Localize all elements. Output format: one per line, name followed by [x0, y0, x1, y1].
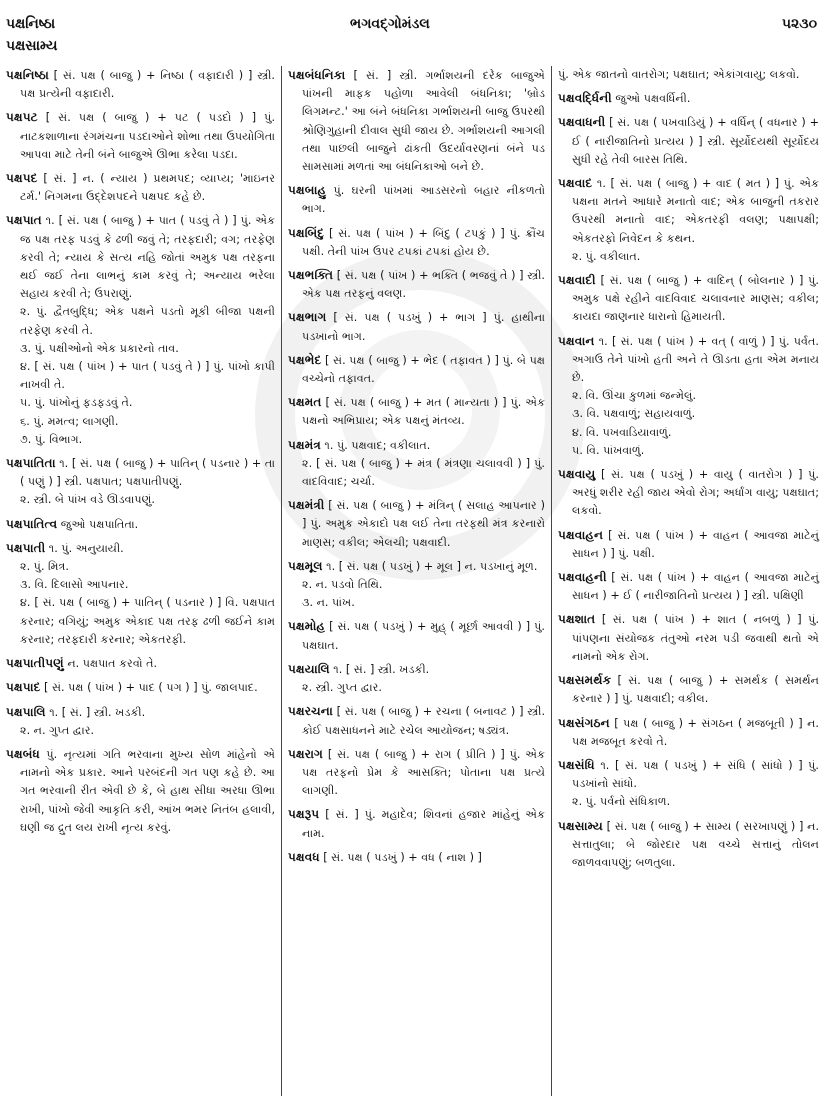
headword: પક્ષમોહ — [288, 619, 326, 634]
dictionary-entry — [558, 89, 819, 108]
dictionary-entry — [558, 714, 819, 751]
headword: પક્ષરચના — [288, 704, 333, 719]
headword: પક્ષવાદ — [558, 176, 593, 191]
definition-text: [ સં. પક્ષ ( પડખું ) + વધ ( નાશ ) ] — [323, 850, 482, 864]
definition-text: [ સં. પક્ષ ( બાજુ ) + મત ( માન્યતા ) ] પું. એક પક્ષનો અભિપ્રાય; એક પક્ષનું મંતવ્ય. — [302, 396, 545, 428]
dictionary-entry — [288, 557, 545, 613]
definition-text: [ સં. પક્ષ ( પાંખ ) + બિંદુ ( ટપકું ) ] પું. ક્રૌંચ પક્ષી. તેની પાંખ ઉપર ટપકાં ટપકાં હોય છે. — [302, 226, 546, 258]
definition-text: જુઓ પક્ષપાતિતા. — [60, 517, 139, 531]
dictionary-entry — [288, 848, 545, 867]
dictionary-entry — [6, 169, 275, 206]
headword: પક્ષવાન — [558, 333, 595, 348]
headword: પક્ષભેદ — [288, 352, 322, 367]
headword: પક્ષપાતીપણું — [6, 656, 64, 671]
definition-text: [ સં. પક્ષ ( પાંખ ) + વાહન ( આવજા માટેનું સાધન ) ] પું. પક્ષી. — [572, 528, 820, 560]
dictionary-entry — [6, 515, 275, 534]
sense-text: ૩. પું. પક્ષીઓનો એક પ્રકારનો તાવ. — [20, 341, 179, 355]
definition-text: [ સં. પક્ષ ( બાજુ ) + વાદિન્ ( બોલનાર ) ] પું. અમુક પક્ષે રહીને વાદવિવાદ ચલાવનાર માણસ; વકીલ; કાયદા જાણનાર ધારાનો હિમાયતી. — [572, 274, 819, 324]
headword: પક્ષપાતિતા — [6, 456, 56, 471]
headword: પક્ષવર્દ્ધિની — [558, 91, 612, 106]
headword: પક્ષબંધનિકા — [288, 68, 346, 82]
sense-text: ૪. [ સં. પક્ષ ( બાજુ ) + પાતિન્ ( પડનાર ) ] વિ. પક્ષપાત કરનાર; વગિયું; અમુક એકાદ પક્ષ તરફ ઢળી જઈને કામ કરનાર; તરફદારી કરનાર; એકતરફી. — [20, 596, 275, 646]
dictionary-entry — [288, 266, 545, 303]
headword: પક્ષરૂપ — [288, 807, 320, 822]
definition-text: [ સં. પક્ષ ( બાજુ ) + રાગ ( પ્રીતિ ) ] પું. એક પક્ષ તરફનો પ્રેમ કે આસક્તિ; પોતાના પક્ષ પ્રત્યે લાગણી. — [302, 747, 546, 798]
definition-text: ૧. [ સં. પક્ષ ( પાંખ ) + વત્ ( વાળું ) ] પું. પર્વત. અગાઉ તેને પાંખો હતી અને તે ઊડતા હતા એમ મનાય છે. — [572, 334, 819, 385]
headword: પક્ષભાગ — [288, 310, 327, 325]
definition-text: [ સં. પક્ષ ( બાજુ ) + પટ ( પડદો ) ] પું. નાટકશાળાના રંગમંચના પડદાઓને શોભા તથા ઉપયોગિતા આપવા માટે તેની બંને બાજુએ ઊભા કરેલા પડદા. — [20, 111, 275, 161]
headword: પક્ષમૂલ — [288, 558, 323, 573]
definition-text: ન. પક્ષપાત કરવો તે. — [67, 657, 158, 671]
dictionary-entry — [288, 66, 545, 176]
headword: પક્ષવધ — [288, 849, 320, 864]
headword: પક્ષસંગઠન — [558, 715, 610, 730]
definition-text: ૧. પું. પક્ષવાદ; વકીલાત. — [324, 438, 431, 452]
dictionary-entry — [6, 211, 275, 449]
dictionary-entry — [558, 526, 819, 563]
dictionary-entry — [288, 745, 545, 801]
dictionary-entry — [6, 539, 275, 649]
sense-text: ૨. સ્ત્રી. બે પાંખ વડે ઊડવાપણું. — [20, 493, 155, 507]
definition-text: ૧. પું. અનુયાયી. — [48, 541, 124, 555]
dictionary-entry — [558, 756, 819, 812]
headword: પક્ષનિષ્ઠા — [6, 68, 49, 82]
sense-text: ૨. પું. મિત્ર. — [20, 560, 69, 574]
sense-text: ૨. ન. ગુપ્ત દ્વાર. — [20, 723, 95, 737]
sense-text: ૪. વિ. પખવાડિયાવાળું. — [572, 425, 672, 439]
sense-text: ૨. પું. પર્વનો સંધિકાળ. — [572, 795, 671, 809]
definition-text: પું. એક જાતનો વાતરોગ; પક્ષઘાત; એકાંગવાયુ; લકવો. — [558, 68, 800, 81]
dictionary-entry — [6, 654, 275, 673]
definition-text: [ સં. પક્ષ ( પાંખ ) + પાદ ( પગ ) ] પું. જાલપાદ. — [44, 681, 258, 695]
definition-text: પું. નૃત્યમાં ગતિ ભરવાના મુખ્ય સોળ માંહેનો એ નામનો એક પ્રકાર. આને પરબંદની ગત પણ કહે છે. આ ગત ભરવાની રીત એવી છે કે, બે હાથ સીધા અરધા ઊભા રાખી, પાંખો જેવી આકૃતિ કરી, આંખ ભમર નિતંબ હલાવી, ઘણી જ દ્રુત લય રાખી નૃત્ય કરવું. — [20, 747, 276, 834]
headword: પક્ષવાહની — [558, 570, 607, 585]
headword: પક્ષસામ્ય — [558, 818, 603, 833]
sense-text: ૫. વિ. પાંખવાળું. — [572, 443, 645, 457]
dictionary-entry — [288, 308, 545, 345]
headword: પક્ષરાગ — [288, 746, 323, 761]
headword: પક્ષપદ — [6, 171, 38, 186]
headword: પક્ષવાહન — [558, 527, 604, 542]
sense-text: ૫. પું. પાંખોનું ફડફડવું તે. — [20, 396, 133, 410]
sense-text: ૨. [ સં. પક્ષ ( બાજુ ) + મંત્ર ( મંત્રણા ચલાવવી ) ] પું. વાદવિવાદ; ચર્ચા. — [302, 456, 545, 489]
dictionary-entry — [558, 817, 819, 873]
sense-text: ૨. વિ. ઊંચા કુળમાં જન્મેલું. — [572, 389, 697, 403]
headword: પક્ષમંત્રી — [288, 498, 325, 513]
dictionary-entry — [558, 671, 819, 708]
dictionary-entry — [6, 454, 275, 510]
dictionary-columns — [0, 66, 825, 1096]
definition-text: [ સં. ] સ્ત્રી. ગર્ભાશયની દરેક બાજુએ પાંખની માફક પહોળા આવેલી બંધનિકા; 'બ્રોડ લિગમન્ટ.' આ બંને બંધનિકા ગર્ભાશયની બાજુ ઉપરથી શ્રોણિગુહાની દીવાલ સુધી જાય છે. ગર્ભાશયની આગલી તથા પાછલી બાજુને ઢાંકતી ઉદર્યાવરણનાં બંને પડ સામસામાં મળતાં આ બંધનિકાઓ બને છે. — [302, 69, 545, 174]
definition-text: [ સં. ] પું. મહાદેવ; શિવનાં હજાર માંહેનું એક નામ. — [302, 808, 545, 840]
headword: પક્ષવાયુ — [558, 467, 596, 482]
dictionary-entry — [558, 610, 819, 666]
headword: પક્ષપાત — [6, 213, 42, 228]
definition-text: ૧. [ સં. પક્ષ ( પડખું ) + સંધિ ( સાંધો ) ] પું. પડખાંનો સાંધો. — [572, 758, 819, 791]
headword: પક્ષમત — [288, 395, 322, 410]
page-title: ભગવદ્ગોમંડલ — [350, 16, 430, 32]
definition-text: પું. ઘરની પાંખમાં આડસરનો બહાર નીકળતો ભાગ. — [302, 184, 546, 216]
definition-text: ૧. [ સં. પક્ષ ( બાજુ ) + વાદ ( મત ) ] પું. એક પક્ષના મતને આધારે મનાતો વાદ; એક બાજુની તકરાર ઉપરથી મનાતો વાદ; એકતરફી વલણ; પક્ષાપક્ષી; એકતરફો નિવેદન કે કથન. — [572, 177, 820, 245]
dictionary-entry — [558, 568, 819, 605]
dictionary-entry — [288, 702, 545, 739]
definition-text: [ સં. પક્ષ ( પડખું ) + મુહ્ ( મૂર્છા આવવી ) ] પું. પક્ષઘાત. — [302, 620, 545, 652]
column-1 — [0, 66, 282, 1096]
dictionary-entry — [6, 66, 275, 103]
sense-text: ૩. વિ. પક્ષવાળું; સહાયવાળું. — [572, 407, 696, 421]
page-header — [0, 0, 825, 62]
dictionary-entry — [288, 181, 545, 218]
headword: પક્ષપાતિત્વ — [6, 516, 58, 531]
definition-text: [ સં. પક્ષ ( બાજુ ) + ભેદ ( તફાવત ) ] પું. બે પક્ષ વચ્ચેનો તફાવત. — [302, 353, 546, 386]
definition-text: [ સં. પક્ષ ( પડખું ) + ભાગ ] પું. હાથીના પડખાનો ભાગ. — [302, 311, 545, 343]
headword: પક્ષયાલિ — [288, 661, 330, 676]
definition-text: [ પક્ષ ( બાજુ ) + સંગઠન ( મજબૂતી ) ] ન. પક્ષ મજબૂત કરવો તે. — [572, 716, 819, 748]
dictionary-entry — [6, 703, 275, 740]
dictionary-entry — [6, 678, 275, 697]
dictionary-entry — [558, 332, 819, 460]
definition-text: જુઓ પક્ષવર્ધિની. — [615, 92, 691, 106]
headword: પક્ષબિંદુ — [288, 225, 325, 240]
headword: પક્ષબંધ — [6, 746, 40, 761]
definition-text: ૧. [ સં. પક્ષ ( બાજુ ) + પાત ( પડવું તે ) ] પું. એક જ પક્ષ તરફ પડવું કે ઢળી જવું તે; તરફદારી; વગ; તરફેણ કરવી તે; ન્યાય કે સત્ય નહિ જોતાં અમુક પક્ષ તરફના થઈ જઈ તેના લાભનું કામ કરવું તે; અન્યાય ભરેલા સહાય કરવી તે; ઉપરાણું. — [20, 214, 275, 301]
dictionary-entry — [558, 113, 819, 169]
dictionary-entry — [558, 174, 819, 266]
headword: પક્ષપાતી — [6, 540, 46, 555]
dictionary-entry — [558, 271, 819, 327]
definition-text: ૧. [ સં. પક્ષ ( બાજુ ) + પાતિન્ ( પડનાર ) + તા ( પણું ) ] સ્ત્રી. પક્ષપાત; પક્ષપાતીપણું. — [20, 457, 275, 489]
headword: પક્ષભક્તિ — [288, 268, 334, 283]
dictionary-entry — [6, 108, 275, 164]
definition-text: [ સં. પક્ષ ( બાજુ ) + નિષ્ઠા ( વફાદારી ) ] સ્ત્રી. પક્ષ પ્રત્યેની વફાદારી. — [20, 69, 275, 101]
dictionary-entry — [288, 224, 545, 261]
guide-word-last: પક્ષસામ્ય — [6, 38, 58, 54]
dictionary-entry — [558, 465, 819, 521]
sense-text: ૨. પું. દ્વૈતબુદ્ધિ; એક પક્ષને પડતો મૂકી બીજા પક્ષની તરફેણ કરવી તે. — [20, 305, 275, 337]
sense-text: ૨. સ્ત્રી. ગુપ્ત દ્વાર. — [302, 681, 382, 695]
definition-text: ૧. [ સં. પક્ષ ( પડખું ) + મૂલ ] ન. પડખાનું મૂળ. — [326, 559, 538, 573]
dictionary-entry — [288, 393, 545, 430]
headword: પક્ષશાત — [558, 612, 596, 627]
headword: પક્ષમંત્ર — [288, 437, 321, 452]
headword: પક્ષસંધિ — [558, 757, 595, 772]
sense-text: ૪. [ સં. પક્ષ ( પાંખ ) + પાત ( પડવું તે ) ] પું. પાંખો કાપી નાખવી તે. — [20, 360, 275, 392]
dictionary-entry — [288, 660, 545, 697]
headword: પક્ષપટ — [6, 110, 38, 125]
headword: પક્ષબાહુ — [288, 183, 327, 198]
sense-text: ૨. પું. વકીલાત. — [572, 249, 641, 263]
definition-text: ૧. [ સં. ] સ્ત્રી. ખડકી. — [333, 662, 430, 676]
guide-word-first: પક્ષનિષ્ઠા — [6, 16, 56, 32]
dictionary-entry — [558, 66, 819, 84]
dictionary-entry — [6, 745, 275, 837]
sense-text: ૭. પું. વિભાગ. — [20, 432, 83, 446]
headword: પક્ષપાદ — [6, 680, 41, 695]
definition-text: [ સં. પક્ષ ( પાંખ ) + વાહન ( આવજા માટેનું સાધન ) + ઈ ( નારીજાતિનો પ્રત્યય ) ] સ્ત્રી. પક્ષિણી — [572, 571, 819, 603]
definition-text: [ સં. પક્ષ ( પાંખ ) + શાત ( નબળું ) ] પું. પાંપણના સંયોજક તંતુઓ નરમ પડી જવાથી થતો એ નામનો એક રોગ. — [572, 613, 819, 663]
sense-text: ૩. ન. પાંખ. — [302, 596, 355, 610]
dictionary-entry — [288, 805, 545, 842]
definition-text: ૧. [ સં. ] સ્ત્રી. ખડકી. — [49, 705, 146, 719]
definition-text: [ સં. પક્ષ ( બાજુ ) + સામ્ય ( સરખાપણું ) ] ન. સત્તાતુલા; બે જોરદાર પક્ષ વચ્ચે સત્તાનું તોલન જાળવવાપણું; બળતુલા. — [572, 819, 820, 869]
definition-text: [ સં. પક્ષ ( પાંખ ) + ભક્તિ ( ભજવું તે ) ] સ્ત્રી. એક પક્ષ તરફનું વલણ. — [302, 269, 545, 301]
headword: પક્ષવાધની — [558, 115, 606, 130]
sense-text: ૬. પું. મમત્વ; લાગણી. — [20, 414, 119, 428]
sense-text: ૨. ન. પડવો તિથિ. — [302, 578, 383, 592]
dictionary-entry — [288, 436, 545, 492]
headword: પક્ષસમર્થક — [558, 673, 612, 688]
column-3 — [552, 66, 825, 1096]
sense-text: ૩. વિ. દિલાસો આપનાર. — [20, 578, 129, 592]
definition-text: [ સં. પક્ષ ( બાજુ ) + મંત્રિન્ ( સલાહ આપનાર ) ] પું. અમુક એકાદો પક્ષ લઈ તેના તરફથી મંત્ર કરનારો માણસ; વકીલ; એલચી; પક્ષવાદી. — [302, 499, 545, 549]
headword: પક્ષવાદી — [558, 273, 596, 288]
dictionary-entry — [288, 351, 545, 388]
column-2 — [282, 66, 552, 1096]
dictionary-entry — [288, 496, 545, 552]
definition-text: [ સં. પક્ષ ( બાજુ ) + સમર્થક ( સમર્થન કરનાર ) ] પું. પક્ષવાદી; વકીલ. — [572, 674, 819, 706]
dictionary-entry — [288, 617, 545, 654]
page-number: ૫૨૩૦ — [781, 16, 817, 32]
headword: પક્ષપાલિ — [6, 704, 46, 719]
definition-text: [ સં. પક્ષ ( પખવાડિયું ) + વર્ધિન્ ( વધનાર ) + ઈ ( નારીજાતિનો પ્રત્યય ) ] સ્ત્રી. સૂર્યોદયથી સૂર્યોદય સુધી રહે તેવી બારસ તિથિ. — [572, 116, 819, 166]
definition-text: [ સં. ] ન. ( ન્યાય ) પ્રથમપદ; વ્યાપ્ય; 'માઇનર ટર્મ.' નિગમના ઉદ્દેશપદને પક્ષપદ કહે છે. — [20, 172, 275, 204]
definition-text: [ સં. પક્ષ ( બાજુ ) + રચના ( બનાવટ ) ] સ્ત્રી. કોઈ પક્ષસાધનને માટે રચેલ આયોજન; ષડ્યંત્ર. — [302, 705, 545, 737]
definition-text: [ સં. પક્ષ ( પડખું ) + વાયુ ( વાતરોગ ) ] પું. અરધું શરીર રહી જાય એવો રોગ; અર્ધાંગ વાયુ; પક્ષઘાત; લકવો. — [572, 468, 819, 518]
